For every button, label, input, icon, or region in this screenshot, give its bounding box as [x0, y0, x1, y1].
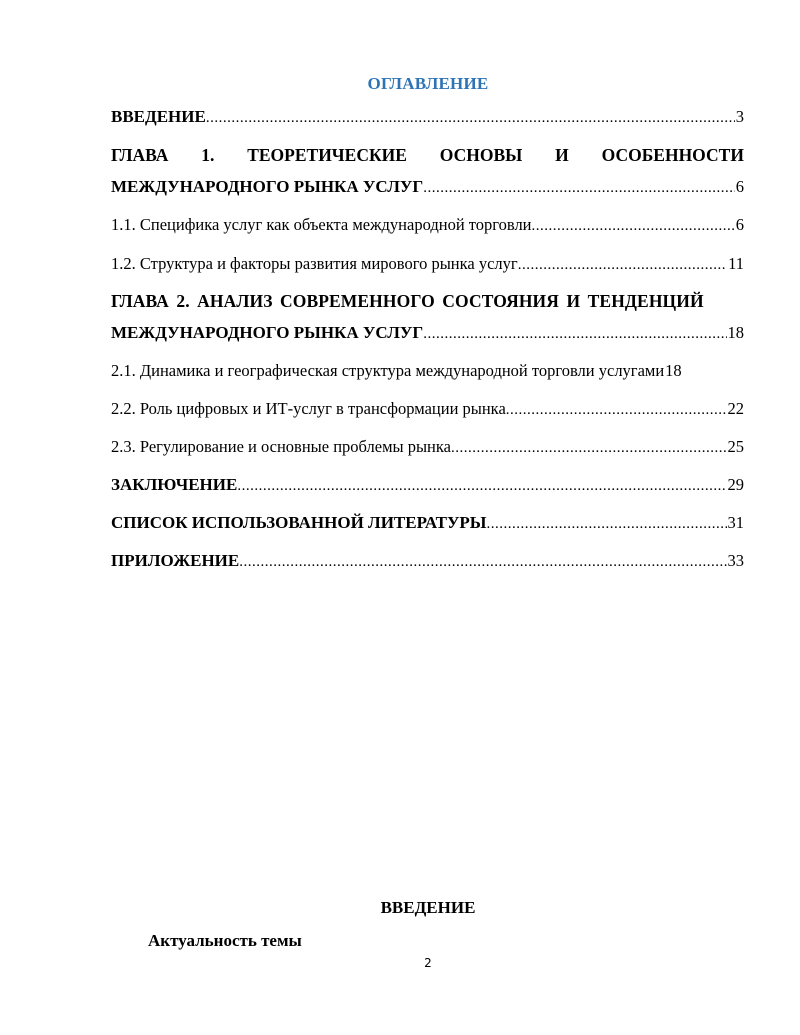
toc-entry-title: 2.3. Регулирование и основные проблемы рынка	[111, 437, 451, 456]
toc-entry-2-1[interactable]	[111, 361, 744, 381]
toc-entry-1-2[interactable]	[111, 254, 744, 275]
toc-word: ОСОБЕННОСТИ	[601, 145, 744, 165]
dot-leader	[237, 476, 726, 496]
toc-entry-page: 18	[727, 323, 744, 342]
toc-entry-chapter-2[interactable]	[111, 291, 744, 344]
toc-entry-title-line2: МЕЖДУНАРОДНОГО РЫНКА УСЛУГ	[111, 323, 424, 342]
toc-entry-title: 2.1. Динамика и географическая структура международной торговли услугами	[111, 361, 665, 380]
toc-entry-page: 3	[735, 107, 744, 126]
toc-entry-appendix[interactable]	[111, 551, 744, 572]
page-number: 2	[424, 956, 432, 970]
dot-leader	[206, 108, 735, 128]
toc-entry-title: 2.2. Роль цифровых и ИТ-услуг в трансформации рынка	[111, 399, 506, 418]
toc-entry-page: 31	[727, 513, 744, 532]
toc-entry-references[interactable]	[111, 513, 744, 534]
toc-word: ТЕОРЕТИЧЕСКИЕ	[247, 145, 407, 165]
table-of-contents	[111, 0, 744, 600]
toc-entry-page: 25	[727, 437, 744, 456]
dot-leader	[487, 514, 727, 534]
toc-entry-title: СПИСОК ИСПОЛЬЗОВАННОЙ ЛИТЕРАТУРЫ	[111, 513, 487, 532]
toc-heading: ОГЛАВЛЕНИЕ	[367, 74, 489, 93]
toc-entry-1-1[interactable]	[111, 215, 744, 236]
toc-entry-title: 1.2. Структура и факторы развития мирового рынка услуг	[111, 254, 518, 273]
toc-word: 1.	[201, 145, 215, 165]
toc-entry-page: 33	[727, 551, 744, 570]
toc-entry-title: 1.1. Специфика услуг как объекта международной торговли	[111, 215, 532, 234]
dot-leader	[239, 552, 726, 572]
dot-leader	[532, 216, 735, 236]
toc-entry-title-line1: ГЛАВА 2. АНАЛИЗ СОВРЕМЕННОГО СОСТОЯНИЯ И ТЕНДЕНЦИЙ	[111, 291, 704, 311]
toc-entry-page: 29	[727, 475, 744, 494]
toc-entry-page: 11	[728, 254, 744, 273]
toc-entry-title-line1	[111, 145, 744, 165]
toc-entry-chapter-1[interactable]	[111, 145, 744, 198]
toc-entry-title: ВВЕДЕНИЕ	[111, 107, 206, 126]
toc-word: ГЛАВА	[111, 145, 169, 165]
toc-entry-title: ЗАКЛЮЧЕНИЕ	[111, 475, 238, 494]
toc-entry-title-line2: МЕЖДУНАРОДНОГО РЫНКА УСЛУГ	[111, 177, 424, 196]
toc-entry-introduction[interactable]	[111, 107, 744, 128]
toc-entry-2-2[interactable]	[111, 399, 744, 420]
toc-word: ОСНОВЫ	[439, 145, 523, 165]
toc-entry-page: 22	[727, 399, 744, 418]
dot-leader	[423, 324, 726, 344]
toc-entry-page: 18	[665, 361, 682, 380]
section-title: ВВЕДЕНИЕ	[380, 898, 476, 917]
dot-leader	[451, 438, 727, 458]
toc-entry-2-3[interactable]	[111, 437, 744, 458]
toc-entry-page: 6	[735, 215, 744, 234]
toc-entry-page: 6	[735, 177, 744, 196]
dot-leader	[423, 178, 735, 198]
toc-entry-title: ПРИЛОЖЕНИЕ	[111, 551, 240, 570]
toc-word: И	[555, 145, 569, 165]
dot-leader	[518, 255, 727, 275]
toc-entry-conclusion[interactable]	[111, 475, 744, 496]
subsection-title: Актуальность темы	[148, 931, 302, 950]
dot-leader	[506, 400, 727, 420]
